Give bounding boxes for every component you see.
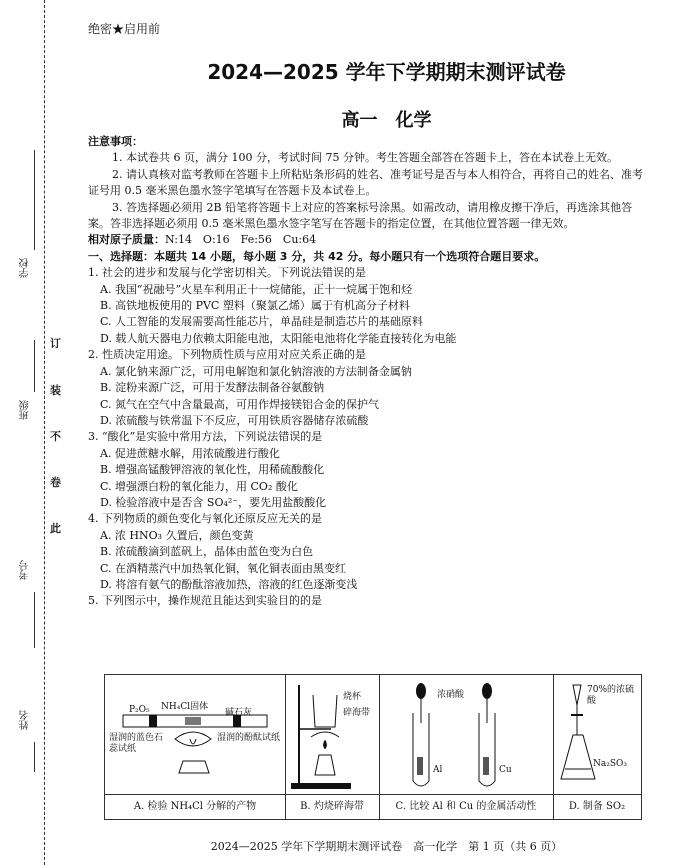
exam-content	[88, 134, 644, 610]
question-option: C. 在酒精蒸汽中加热氧化铜，氧化铜表面由黑变红	[100, 561, 347, 575]
question-option: A. 浓 HNO₃ 久置后，颜色变黄	[100, 528, 254, 542]
atomic-mass-label: 相对原子质量：	[88, 233, 165, 247]
exam-title: 2024—2025 学年下学期期末测评试卷	[207, 60, 566, 84]
figure-a-phenol: 湿润的酚酞试纸	[217, 733, 281, 743]
figure-c-apparatus	[379, 675, 553, 795]
name-label: 姓名	[20, 710, 31, 730]
figure-a-caption: A. 检验 NH₄Cl 分解的产物	[105, 794, 285, 819]
figure-b-beaker: 烧杯	[343, 692, 362, 702]
seal-char: 装	[50, 384, 61, 397]
figure-c-acid: 浓硝酸	[437, 690, 465, 700]
exam-subtitle: 高一 化学	[341, 110, 432, 131]
question-option: A. 促进蔗糖水解，用浓硫酸进行酸化	[100, 446, 280, 460]
question-stem: 1. 社会的进步和发展与化学密切相关。下列说法错误的是	[88, 266, 366, 280]
question-option: B. 淀粉来源广泛，可用于发酵法制备谷氨酸钠	[100, 381, 325, 395]
exam-no-field	[12, 530, 42, 650]
question-option: B. 增强高锰酸钾溶液的氧化性，用稀硫酸酸化	[100, 463, 325, 477]
figure-b	[285, 675, 380, 819]
question-option: C. 氮气在空气中含量最高，可用作焊接镁铝合金的保护气	[100, 397, 380, 411]
figure-a-litmus: 湿润的蓝色石蕊试纸	[109, 733, 164, 754]
question-option: B. 高铁地板使用的 PVC 塑料（聚氯乙烯）属于有机高分子材料	[100, 299, 410, 313]
name-field	[12, 680, 42, 770]
top-secret-mark: 绝密★启用前	[88, 22, 161, 36]
notice-item: 3. 答选择题必须用 2B 铅笔将答题卡上对应的答案标号涂黑。如需改动，请用橡皮擦干净后，再选涂其他答案。答非选择题必须用 0.5 毫米黑色墨水签字笔写在答题卡的指定位置，在其他位置答题一律无效。	[88, 200, 633, 231]
question-stem: 4. 下列物质的颜色变化与氧化还原反应无关的是	[88, 512, 322, 526]
figure-d-caption: D. 制备 SO₂	[553, 794, 641, 819]
figure-a-p2o5: P₂O₅	[129, 705, 150, 715]
figure-b-kelp: 碎海带	[343, 708, 371, 718]
figure-a-nh4cl: NH₄Cl固体	[161, 702, 209, 712]
question-option: D. 检验溶液中是否含 SO₄²⁻，要先用盐酸酸化	[100, 495, 327, 509]
name-rule	[34, 742, 35, 772]
atomic-mass-line	[88, 232, 644, 248]
page-footer: 2024—2025 学年下学期期末测评试卷 高一化学 第 1 页（共 6 页）	[210, 840, 563, 853]
question-stem: 2. 性质决定用途。下列物质性质与应用对应关系正确的是	[88, 348, 366, 362]
question-option: A. 我国“祝融号”火星车利用正十一烷储能，正十一烷属于饱和烃	[100, 282, 413, 296]
question-stem: 3. “酸化”是实验中常用方法，下列说法错误的是	[88, 430, 323, 444]
notice-item: 1. 本试卷共 6 页，满分 100 分，考试时间 75 分钟。考生答题全部答在答题卡上，答在本试卷上无效。	[112, 151, 618, 165]
atomic-mass-values: N:14 O:16 Fe:56 Cu:64	[165, 233, 317, 247]
seal-char: 不	[50, 430, 61, 443]
question-stem: 5. 下列图示中，操作规范且能达到实验目的的是	[88, 594, 322, 608]
section-heading: 一、选择题：本题共 14 小题，每小题 3 分，共 42 分。每小题只有一个选项符合题目要求。	[88, 249, 546, 263]
seal-char: 订	[50, 337, 61, 350]
figure-c-caption: C. 比较 Al 和 Cu 的金属活动性	[379, 794, 553, 819]
figure-d	[553, 675, 641, 819]
question-option: A. 氯化钠来源广泛，可用电解饱和氯化钠溶液的方法制备金属钠	[100, 364, 412, 378]
binding-dashed-line	[44, 0, 45, 865]
question-option: D. 将溶有氨气的酚酞溶液加热，溶液的红色逐渐变浅	[100, 577, 358, 591]
figure-b-apparatus	[285, 675, 379, 795]
school-rule	[34, 150, 35, 250]
figure-d-acid: 70%的浓硫酸	[587, 685, 635, 706]
class-field	[12, 340, 42, 460]
figure-d-salt: Na₂SO₃	[593, 759, 628, 769]
class-label: 班级	[20, 400, 31, 420]
notice-heading: 注意事项：	[88, 135, 143, 148]
question-option: C. 增强漂白粉的氧化能力，用 CO₂ 酸化	[100, 479, 298, 493]
seal-char: 此	[50, 522, 61, 535]
figure-c	[379, 675, 554, 819]
question-option: D. 浓硫酸与铁常温下不反应，可用铁质容器储存浓硫酸	[100, 413, 369, 427]
figure-a	[105, 675, 286, 819]
seal-char: 卷	[50, 476, 61, 489]
question-option: C. 人工智能的发展需要高性能芯片，单晶硅是制造芯片的基础原料	[100, 315, 424, 329]
figure-table	[104, 674, 642, 820]
school-field	[12, 150, 42, 290]
question-option: B. 浓硫酸滴到蓝矾上，晶体由蓝色变为白色	[100, 545, 314, 559]
exam-no-rule	[34, 592, 35, 648]
question-option: D. 载人航天器电力依赖太阳能电池，太阳能电池将化学能直接转化为电能	[100, 331, 457, 345]
exam-no-label: 考号	[20, 560, 31, 580]
figure-c-cu: Cu	[499, 765, 512, 775]
figure-c-al: Al	[433, 765, 443, 775]
class-rule	[34, 340, 35, 392]
school-label: 学校	[20, 258, 31, 278]
figure-a-lime: 碱石灰	[225, 708, 253, 718]
notice-item: 2. 请认真核对监考教师在答题卡上所粘贴条形码的姓名、准考证号是否与本人相符合，再将自己的姓名、准考证号用 0.5 毫米黑色墨水签字笔填写在答题卡及本试卷上。	[88, 167, 643, 198]
figure-b-caption: B. 灼烧碎海带	[285, 794, 379, 819]
